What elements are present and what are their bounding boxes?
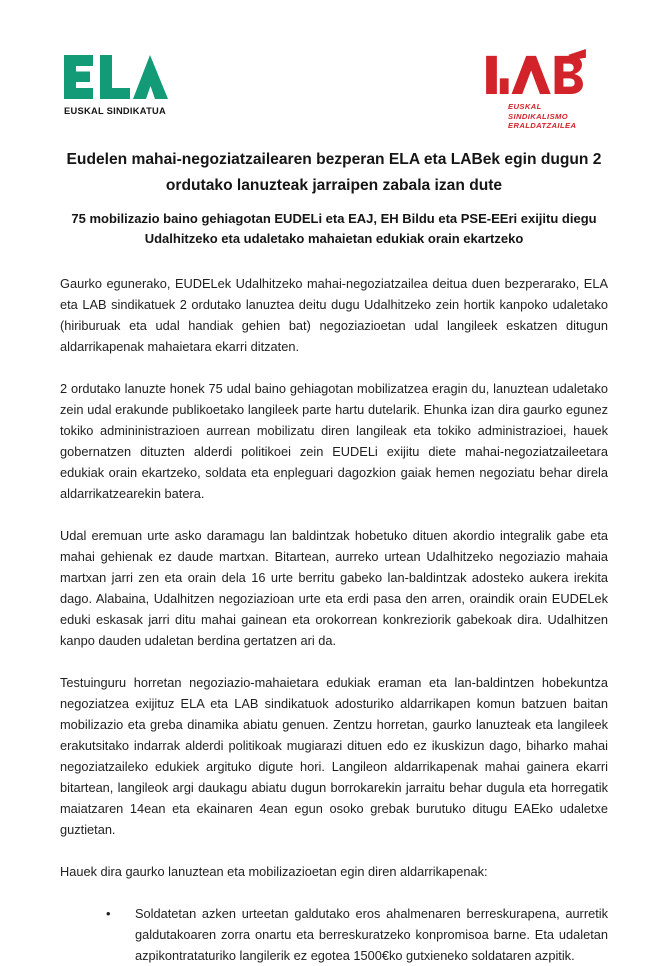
lab-tagline-line: EUSKAL xyxy=(508,102,542,111)
ela-logo-icon xyxy=(64,55,169,99)
document-subtitle: 75 mobilizazio baino gehiagotan EUDELi eta EAJ, EH Bildu eta PSE-EEri exijitu diegu Udalhitzeko eta udaletako mahaietan edukiak orain ekartzeko xyxy=(71,211,597,246)
paragraph-2: 2 ordutako lanuzte honek 75 udal baino gehiagotan mobilizatzea eragin du, lanuztean udaletako zein udal erakunde publikoetako langileek parte hartu dutelarik. Ehunka izan dira gaurko egunez tokiko admininistrazioen aurrean mobilizatu diren langileak eta tokiko administrazioei, hauek gobernatzen dituzten alderdi politikoei zein EUDELi exijitu diete mahai-negoziatzaileetara edukiak orain ekartzeko, soldata eta enpleguari dagozkion gaiak hemen negoziatu behar direla aldarrikatzearekin batera. xyxy=(60,381,608,501)
bullet-list xyxy=(60,903,608,966)
ela-logo-tagline: EUSKAL SINDIKATUA xyxy=(64,106,167,116)
list-item xyxy=(60,903,608,966)
paragraph-1: Gaurko egunerako, EUDELek Udalhitzeko mahai-negoziatzailea deitua duen bezperarako, ELA eta LAB sindikatuek 2 ordutako lanuztea deitu dugu Udalhitzeko zein hortik kanpoko udaletako (hiriburuak eta udal handiak gehien bat) negoziazioetan udal langileek eskatzen ditugun aldarrikapenak mahaietara ekarri ditzaten. xyxy=(60,276,608,354)
lab-tagline-line: ERALDATZAILEA xyxy=(508,121,577,131)
document-title: Eudelen mahai-negoziatzailearen bezperan ELA eta LABek egin dugun 2 ordutako lanuzteak jarraipen zabala izan dute xyxy=(66,151,602,194)
paragraph-4: Testuinguru horretan negoziazio-mahaietara edukiak eraman eta lan-baldintzen hobekuntza negoziatzea exijituz ELA eta LAB sindikatuok adosturiko aldarrikapen komun batzuen baitan mobilizazio eta greba dinamika abiatu genuen. Zentzu horretan, gaurko lanuzteak eta langileek erakutsitako indarrak alderdi politikoak mugiarazi dituen edo ez ikuskizun dago, biharko mahai negoziatzaileko edukiek argituko digute hori. Langileon aldarrikapenak mahai gainera ekarri bitartean, langileok argi daukagu abiatu dugun borrokarekin jarraitu behar dugula eta horregatik maiatzaren 14ean eta ekainaren 4ean egun osoko grebak burutuko ditugu EAEko udaletxe guztietan. xyxy=(60,675,608,837)
lab-logo xyxy=(486,49,590,131)
bullet-marker: • xyxy=(106,906,111,921)
paragraph-3: Udal eremuan urte asko daramagu lan baldintzak hobetuko dituen akordio integralik gabe eta mahai gehienak ez daude martxan. Bitartean, aurreko urtean Udalhitzeko negoziazio mahaia martxan jarri zen eta orain dela 16 urte berritu gabeko lan-baldintzak adosteko aukera irekita dago. Alabaina, Udalhitzen negoziazioan urte eta erdi pasa den arren, oraindik orain EUDELek eduki eskasak jarri ditu mahai gainean eta orokorrean konkreziorik gabekoak dira. Udalhitzen kanpo dauden udaletan berdina gertatzen ari da. xyxy=(60,528,608,648)
lab-logo-tagline xyxy=(508,102,590,131)
ela-logo xyxy=(64,55,174,116)
list-item-text: Soldatetan azken urteetan galdutako eros ahalmenaren berreskurapena, aurretik galdutakoaren zorra onartu eta berreskuratzeko konpromisoa barne. Eta udaletan azpikontrataturiko langilerik ez egotea 1500€ko gutxieneko soldataren azpitik. xyxy=(135,906,608,963)
header xyxy=(0,0,668,131)
lab-logo-icon xyxy=(486,49,586,94)
list-intro: Hauek dira gaurko lanuztean eta mobilizazioetan egin diren aldarrikapenak: xyxy=(60,864,488,879)
lab-tagline-line: SINDIKALISMO xyxy=(508,111,569,121)
document-body xyxy=(0,147,668,966)
